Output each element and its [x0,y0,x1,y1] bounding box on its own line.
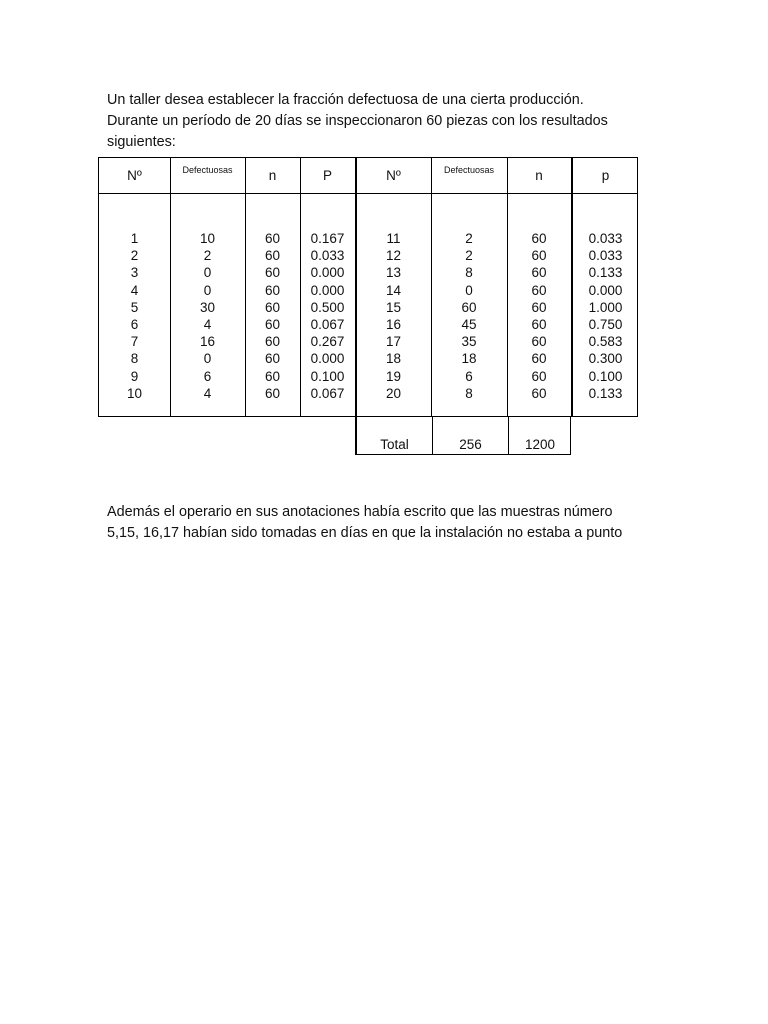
cell: 0.000 [310,351,345,367]
cell: 60 [264,351,281,367]
cell: 0.133 [588,385,623,401]
cell: 9 [130,368,139,384]
column-p-right [572,230,639,402]
header-divider [99,193,637,194]
cell: 60 [531,317,547,333]
cell: 0.000 [588,282,623,298]
cell: 60 [461,299,477,315]
cell: 16 [385,317,402,333]
cell: 60 [264,248,281,264]
cell: 0.100 [310,368,345,384]
cell: 30 [199,299,216,315]
cell: 60 [264,385,281,401]
cell: 60 [531,351,547,367]
cell: 60 [264,299,281,315]
cell: 0.267 [310,334,345,350]
column-p [300,230,355,402]
header-defectuosas-right: Defectuosas [443,164,495,175]
cell: 60 [264,265,281,281]
cell: 0.033 [588,248,623,264]
cell: 60 [531,299,547,315]
cell: 5 [130,299,139,315]
cell: 0 [203,351,212,367]
cell: 8 [465,385,473,401]
cell: 1.000 [588,299,623,315]
cell: 6 [130,317,139,333]
cell: 10 [126,385,143,401]
cell: 60 [531,334,547,350]
note-paragraph [107,502,707,544]
cell: 0 [465,282,473,298]
cell: 6 [465,368,473,384]
cell: 60 [531,385,547,401]
header-no-right: Nº [386,168,401,183]
cell: 20 [385,385,402,401]
cell: 60 [531,248,547,264]
cell: 0.067 [310,317,345,333]
cell: 8 [130,351,139,367]
header-n-right: n [535,168,543,183]
cell: 0.300 [588,351,623,367]
total-row [355,416,571,455]
cell: 15 [385,299,402,315]
header-defectuosas: Defectuosas [182,164,233,175]
cell: 12 [385,248,402,264]
intro-paragraph [107,90,707,153]
cell: 16 [199,334,216,350]
cell: 19 [385,368,402,384]
column-defectuosas [170,230,245,402]
column-n-right [507,230,571,402]
header-no: Nº [127,168,142,183]
total-label: Total [380,437,409,452]
cell: 0.000 [310,282,345,298]
cell: 3 [130,265,139,281]
cell: 18 [461,351,477,367]
cell: 0.100 [588,368,623,384]
cell: 14 [385,282,402,298]
intro-line: Un taller desea establecer la fracción defectuosa de una cierta producción. [107,92,584,108]
column-n [245,230,300,402]
cell: 60 [264,334,281,350]
cell: 0.000 [310,265,345,281]
header-p: P [322,168,332,183]
total-defectuosas: 256 [459,437,482,452]
cell: 2 [130,248,139,264]
header-n: n [268,168,277,183]
intro-line: siguientes: [107,134,176,150]
cell: 60 [531,368,547,384]
cell: 0.033 [310,248,345,264]
cell: 0.750 [588,317,623,333]
cell: 0.167 [310,231,345,246]
cell: 60 [264,317,281,333]
cell: 1 [130,231,139,246]
note-line: Además el operario en sus anotaciones había escrito que las muestras número [107,504,613,520]
cell: 7 [130,334,139,350]
cell: 6 [203,368,212,384]
cell: 0.067 [310,385,345,401]
cell: 0.033 [588,231,623,246]
cell: 0 [203,265,212,281]
cell: 60 [531,265,547,281]
cell: 4 [203,385,212,401]
cell: 10 [199,231,216,246]
cell: 4 [203,317,212,333]
column-no [99,230,170,402]
cell: 0.133 [588,265,623,281]
cell: 2 [203,248,212,264]
cell: 60 [531,231,547,246]
cell: 8 [465,265,473,281]
cell: 2 [465,248,473,264]
cell: 17 [385,334,402,350]
cell: 60 [264,282,281,298]
column-no-right [356,230,431,402]
cell: 45 [461,317,477,333]
total-n: 1200 [524,437,556,452]
cell: 60 [264,231,281,246]
cell: 13 [385,265,402,281]
cell: 0.500 [310,299,345,315]
results-table [98,157,638,417]
cell: 0.583 [588,334,623,350]
column-defectuosas-right [431,230,507,402]
cell: 2 [465,231,473,246]
cell: 18 [385,351,402,367]
header-p-right: p [601,168,610,183]
cell: 11 [386,231,401,246]
cell: 35 [461,334,477,350]
note-line: 5,15, 16,17 habían sido tomadas en días en que la instalación no estaba a punto [107,525,623,541]
cell: 60 [264,368,281,384]
intro-line: Durante un período de 20 días se inspeccionaron 60 piezas con los resultados [107,113,608,129]
cell: 60 [531,282,547,298]
cell: 4 [130,282,139,298]
cell: 0 [203,282,212,298]
